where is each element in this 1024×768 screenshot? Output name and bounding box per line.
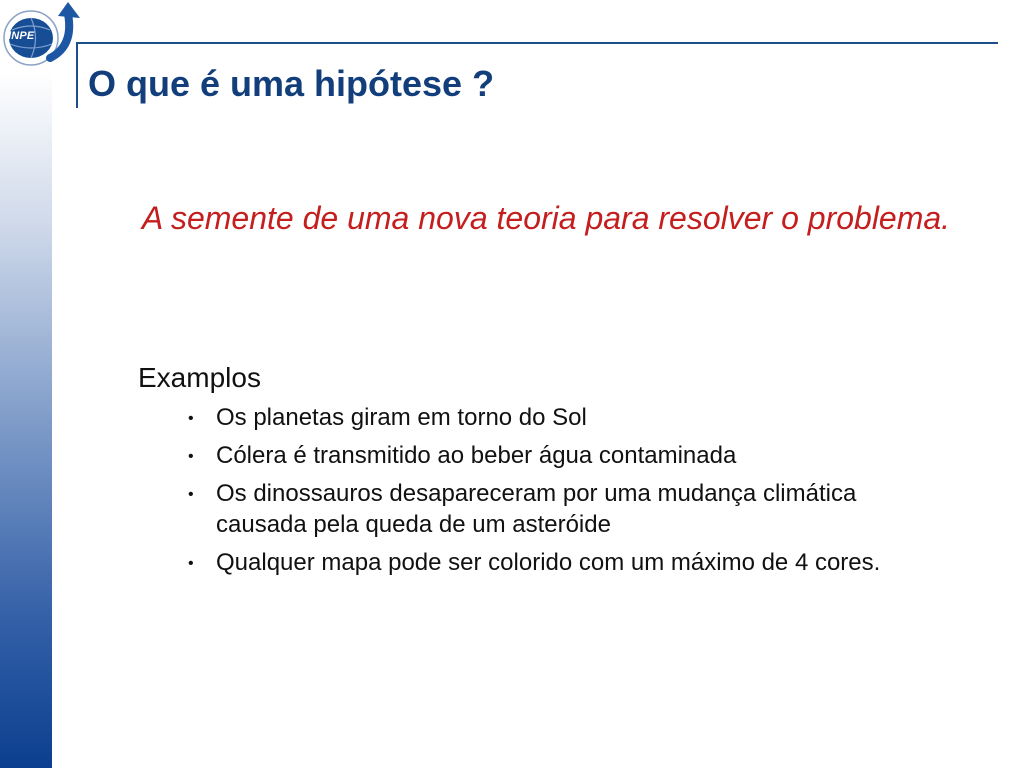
inpe-logo <box>0 0 90 70</box>
bullet-text: Cólera é transmitido ao beber água contaminada <box>216 442 737 469</box>
header-divider-line <box>76 42 998 44</box>
slide-subtitle: A semente de uma nova teoria para resolver o problema. <box>141 200 951 236</box>
bullet-list <box>186 402 946 585</box>
bullet-text: Qualquer mapa pode ser colorido com um máximo de 4 cores. <box>216 549 881 576</box>
list-item <box>186 402 946 433</box>
list-item <box>186 478 946 540</box>
section-heading: Examplos <box>138 362 261 393</box>
bullet-text: Os dinossauros desapareceram por uma mudança climática causada pela queda de um asteróide <box>216 480 857 538</box>
list-item <box>186 547 946 578</box>
bullet-dot-icon: • <box>188 410 194 427</box>
bullet-dot-icon: • <box>188 555 194 572</box>
logo-text: INPE <box>8 30 35 42</box>
bullet-dot-icon: • <box>188 448 194 465</box>
side-gradient-band <box>0 72 52 768</box>
bullet-dot-icon: • <box>188 486 194 503</box>
slide-title: O que é uma hipótese ? <box>88 63 495 104</box>
bullet-text: Os planetas giram em torno do Sol <box>216 404 587 431</box>
list-item <box>186 440 946 471</box>
